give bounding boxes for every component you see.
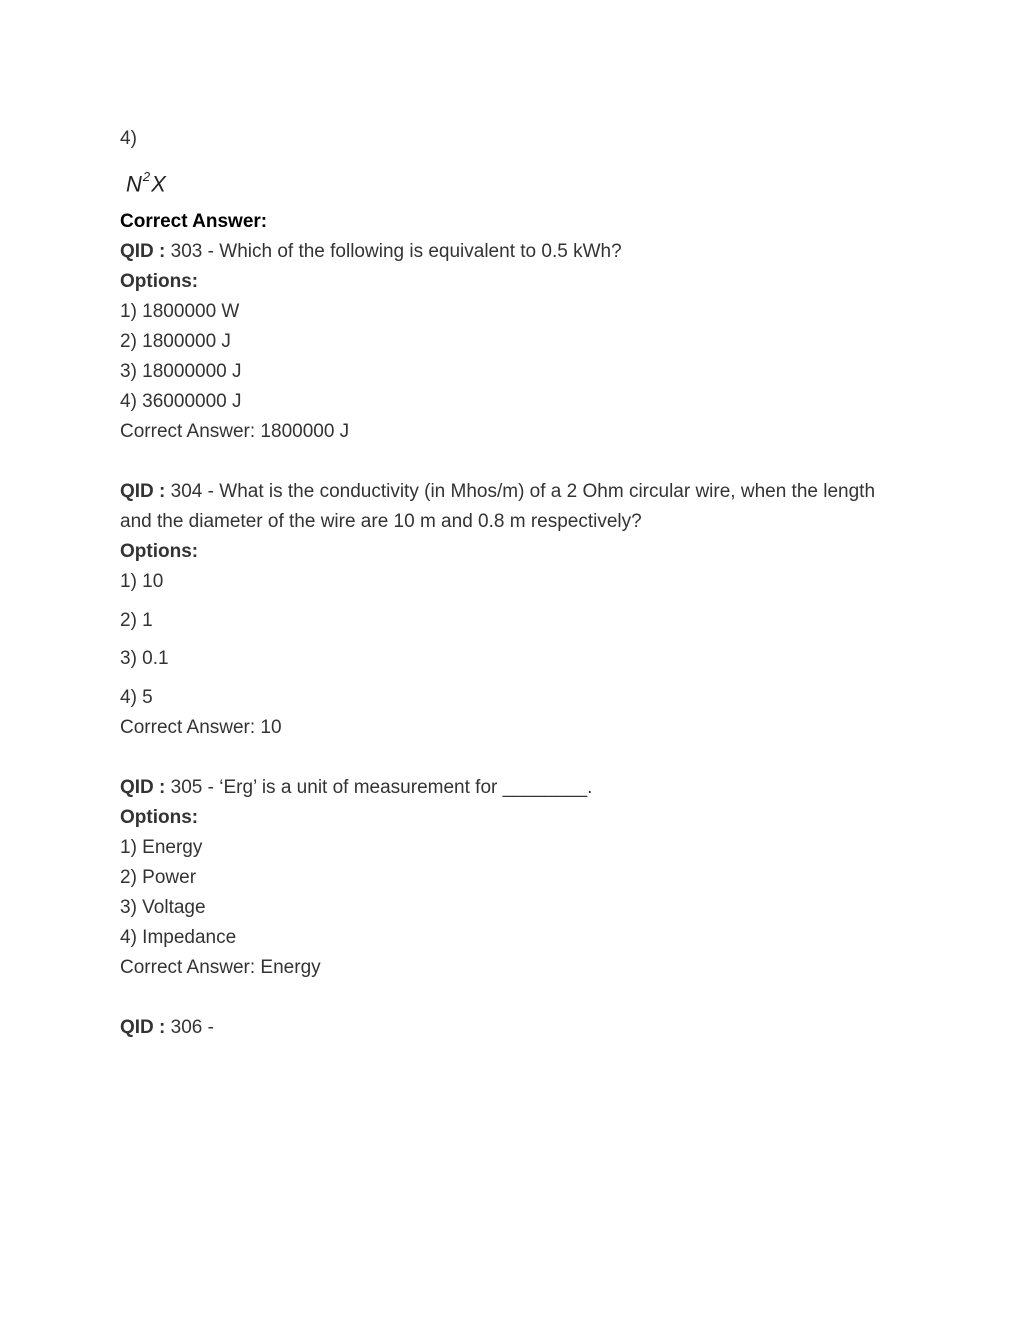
option-item: 3) 0.1	[120, 648, 169, 669]
correct-answer: Correct Answer: 1800000 J	[120, 421, 350, 442]
question-text: 303 - Which of the following is equivalent to 0.5 kWh?	[170, 241, 622, 262]
question-text: 306 -	[170, 1017, 214, 1038]
qid-label: QID :	[120, 241, 166, 262]
qid-label: QID :	[120, 777, 166, 798]
option-item: 1) 10	[120, 571, 164, 592]
option-item: 2) Power	[120, 867, 197, 888]
option-item: 3) 18000000 J	[120, 361, 242, 382]
qid-label: QID :	[120, 1017, 166, 1038]
correct-answer: Correct Answer: 10	[120, 717, 282, 738]
formula-image-n-squared-x	[126, 166, 166, 197]
option-item: 2) 1	[120, 610, 153, 631]
option-item: 1) Energy	[120, 837, 203, 858]
option-item: 3) Voltage	[120, 897, 206, 918]
formula-tail: X	[151, 171, 166, 197]
formula-base: N	[126, 171, 142, 197]
qid-label: QID :	[120, 481, 166, 502]
question-303	[120, 241, 622, 263]
question-306	[120, 1017, 214, 1039]
correct-answer: Correct Answer: Energy	[120, 957, 321, 978]
prev-correct-answer-label: Correct Answer:	[120, 211, 268, 232]
option-item: 4) 5	[120, 687, 153, 708]
option-item: 2) 1800000 J	[120, 331, 231, 352]
option-item: 4) Impedance	[120, 927, 237, 948]
prev-option-4-label: 4)	[120, 128, 137, 149]
options-label: Options:	[120, 807, 199, 828]
question-text: 305 - ‘Erg’ is a unit of measurement for ________.	[170, 777, 593, 798]
option-item: 4) 36000000 J	[120, 391, 242, 412]
formula-exponent: 2	[142, 169, 151, 184]
options-label: Options:	[120, 271, 199, 292]
option-item: 1) 1800000 W	[120, 301, 240, 322]
question-304	[120, 477, 880, 537]
question-305	[120, 777, 592, 799]
options-label: Options:	[120, 541, 199, 562]
question-text: 304 - What is the conductivity (in Mhos/m) of a 2 Ohm circular wire, when the length and the diameter of the wire are 10 m and 0.8 m respectively?	[120, 481, 876, 532]
